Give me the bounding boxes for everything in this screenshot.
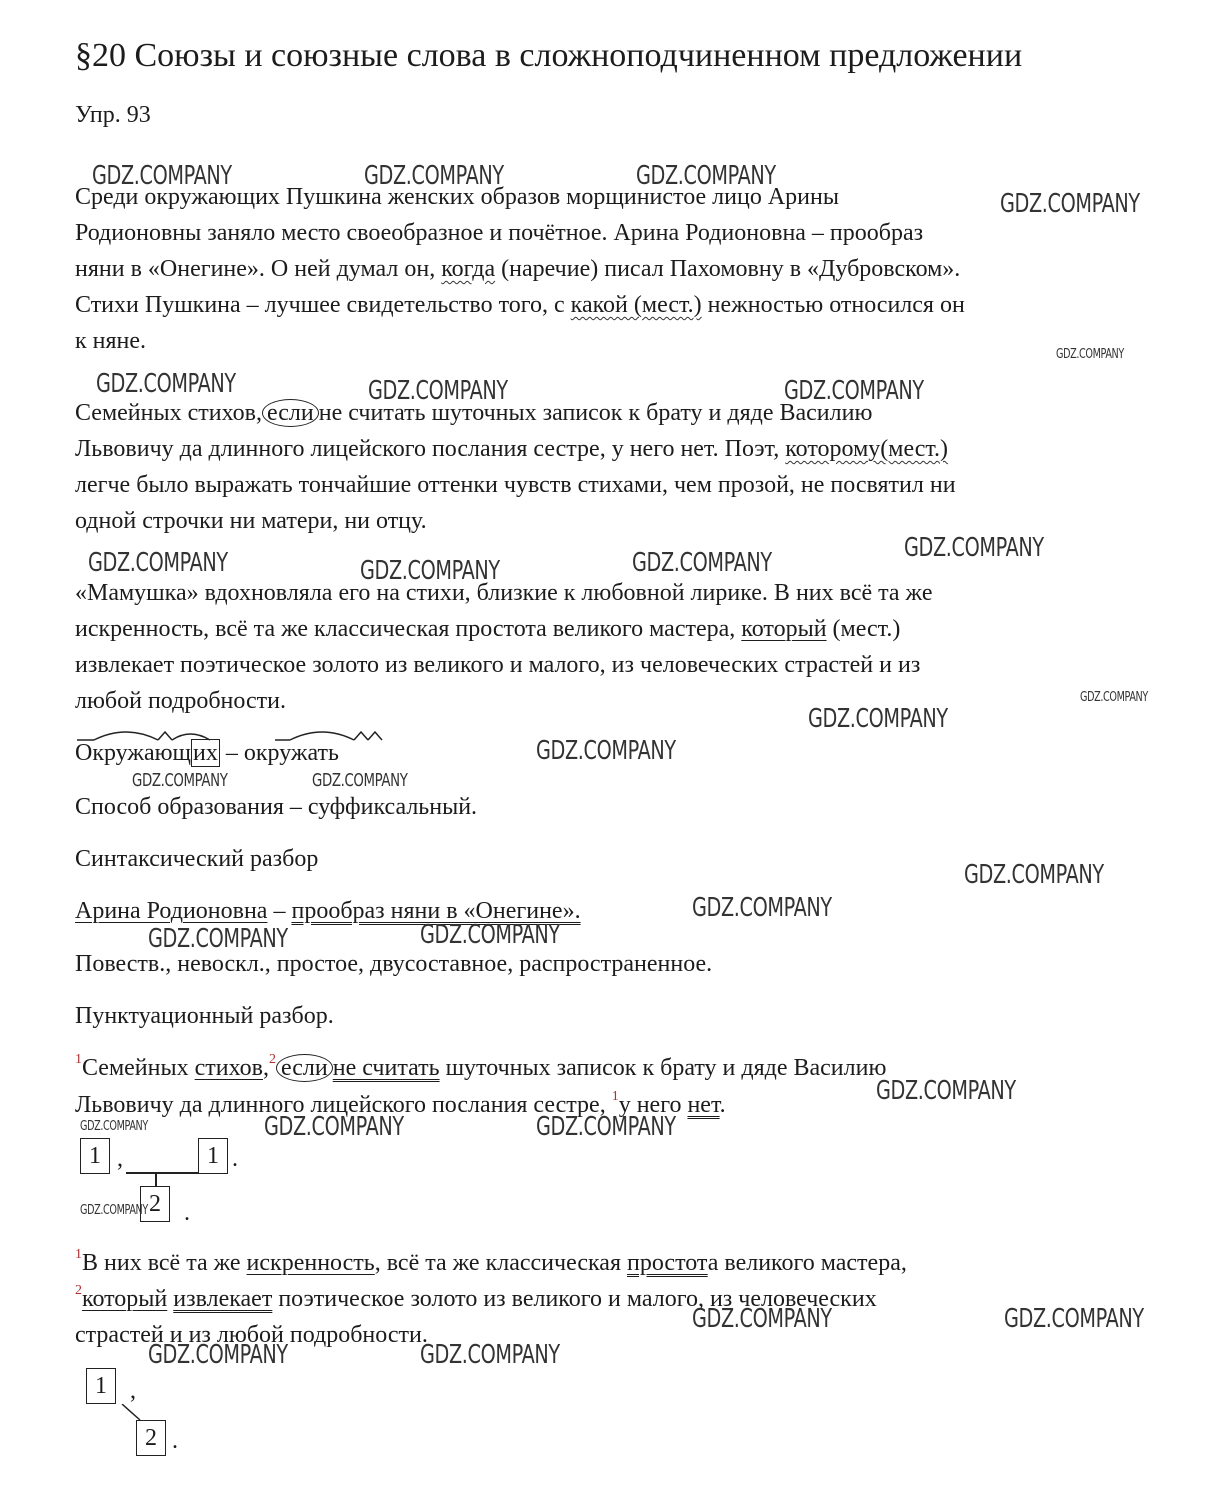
watermark: GDZ.COMPANY bbox=[692, 893, 832, 923]
watermark: GDZ.COMPANY bbox=[636, 161, 776, 191]
ending-box: их bbox=[193, 740, 218, 766]
suffix-mark-4 bbox=[368, 732, 382, 740]
subject: Арина Родионовна bbox=[75, 898, 268, 924]
watermark: GDZ.COMPANY bbox=[876, 1076, 1016, 1106]
watermark: GDZ.COMPANY bbox=[368, 376, 508, 406]
para2-line3: легче было выражать тончайшие оттенки чувств стихами, чем прозой, не посвятил ни bbox=[75, 472, 956, 498]
exercise-number: Упр. 93 bbox=[75, 102, 151, 128]
para1-line1: Среди окружающих Пушкина женских образов морщинистое лицо Арины bbox=[75, 184, 839, 210]
watermark: GDZ.COMPANY bbox=[88, 548, 228, 578]
watermark: GDZ.COMPANY bbox=[808, 704, 948, 734]
watermark: GDZ.COMPANY bbox=[904, 533, 1044, 563]
punct-s2-line3: страстей и из любой подробности. bbox=[75, 1322, 428, 1348]
conj-word-kotoromu: которому(мест.) bbox=[785, 436, 949, 462]
para3-line1: «Мамушка» вдохновляла его на стихи, близкие к любовной лирике. В них всё та же bbox=[75, 580, 933, 606]
para1-line4: Стихи Пушкина – лучшее свидетельство того, с какой (мест.) нежностью относился он bbox=[75, 292, 965, 318]
predicate: прообраз няни в «Онегине». bbox=[291, 898, 581, 924]
watermark-small: GDZ.COMPANY bbox=[80, 1119, 148, 1134]
morph-words: Окружающих – окружать bbox=[75, 740, 339, 766]
schema2-box-main: 1 bbox=[86, 1368, 116, 1404]
schema1-connector-h bbox=[126, 1172, 198, 1174]
para2-line1: Семейных стихов, если не считать шуточных записок к брату и дяде Василию bbox=[75, 400, 873, 426]
watermark: GDZ.COMPANY bbox=[420, 920, 560, 950]
watermark: GDZ.COMPANY bbox=[964, 860, 1104, 890]
punct-s1-line2: Львовичу да длинного лицейского послания сестре, $^1$у него нет. bbox=[75, 1089, 726, 1118]
schema1-box-sub: 2 bbox=[140, 1186, 170, 1222]
schema1-box-main-a: 1 bbox=[80, 1138, 110, 1174]
watermark: GDZ.COMPANY bbox=[1000, 189, 1140, 219]
schema1-comma: , bbox=[117, 1146, 123, 1172]
para3-line3: извлекает поэтическое золото из великого и малого, из человеческих страстей и из bbox=[75, 652, 921, 678]
watermark: GDZ.COMPANY bbox=[420, 1340, 560, 1370]
watermark-small: GDZ.COMPANY bbox=[1056, 347, 1124, 362]
watermark: GDZ.COMPANY bbox=[312, 770, 408, 791]
watermark: GDZ.COMPANY bbox=[132, 770, 228, 791]
schema2-dot: . bbox=[172, 1428, 178, 1454]
schema1-dot: . bbox=[232, 1146, 238, 1172]
suffix-mark-3 bbox=[354, 732, 368, 740]
watermark: GDZ.COMPANY bbox=[536, 1112, 676, 1142]
synt-sentence: Арина Родионовна – прообраз няни в «Онегине». bbox=[75, 898, 581, 924]
synt-description: Повеств., невоскл., простое, двусоставное, распространенное. bbox=[75, 951, 713, 977]
para1-line3: няни в «Онегине». О ней думал он, когда (наречие) писал Пахомовну в «Дубровском». bbox=[75, 256, 961, 282]
punct-s1-line1: $^1$Семейных стихов,$^2$ если не считать шуточных записок к брату и дяде Василию bbox=[75, 1052, 887, 1081]
schema2-box-sub: 2 bbox=[136, 1420, 166, 1456]
conj-word-kotoryy: который bbox=[741, 616, 827, 642]
watermark: GDZ.COMPANY bbox=[92, 161, 232, 191]
watermark-small: GDZ.COMPANY bbox=[80, 1203, 148, 1218]
watermark: GDZ.COMPANY bbox=[148, 924, 288, 954]
para3-line2: искренность, всё та же классическая простота великого мастера, который (мест.) bbox=[75, 616, 901, 642]
watermark: GDZ.COMPANY bbox=[264, 1112, 404, 1142]
punct-s2-line1: $^1$В них всё та же искренность, всё та же классическая простота великого мастера, bbox=[75, 1247, 907, 1276]
watermark: GDZ.COMPANY bbox=[692, 1304, 832, 1334]
conj-esli-circled: если bbox=[262, 399, 319, 427]
para3-line4: любой подробности. bbox=[75, 688, 286, 714]
watermark-small: GDZ.COMPANY bbox=[1080, 690, 1148, 705]
watermark: GDZ.COMPANY bbox=[148, 1340, 288, 1370]
watermark: GDZ.COMPANY bbox=[96, 369, 236, 399]
watermark: GDZ.COMPANY bbox=[784, 376, 924, 406]
watermark: GDZ.COMPANY bbox=[632, 548, 772, 578]
schema1-connector-v bbox=[155, 1172, 157, 1186]
conj-word-kogda: когда bbox=[441, 256, 496, 282]
watermark: GDZ.COMPANY bbox=[360, 556, 500, 586]
punct-heading: Пунктуационный разбор. bbox=[75, 1003, 334, 1029]
schema2-comma: , bbox=[130, 1378, 136, 1404]
formation-method: Способ образования – суффиксальный. bbox=[75, 794, 478, 820]
schema1-dot-2: . bbox=[184, 1200, 190, 1226]
page-title: §20 Союзы и союзные слова в сложноподчиненном предложении bbox=[75, 37, 1023, 74]
para1-line2: Родионовны заняло место своеобразное и почётное. Арина Родионовна – прообраз bbox=[75, 220, 924, 246]
schema1-box-main-b: 1 bbox=[198, 1138, 228, 1174]
synt-heading: Синтаксический разбор bbox=[75, 846, 319, 872]
punct-s2-line2: $^2$который извлекает поэтическое золото из великого и малого, из человеческих bbox=[75, 1283, 877, 1312]
watermark: GDZ.COMPANY bbox=[1004, 1304, 1144, 1334]
para1-line5: к няне. bbox=[75, 328, 147, 354]
para2-line4: одной строчки ни матери, ни отцу. bbox=[75, 508, 427, 534]
watermark: GDZ.COMPANY bbox=[536, 736, 676, 766]
conj-esli-circled-2: если bbox=[276, 1054, 333, 1082]
conj-word-kakoy: какой (мест.) bbox=[570, 292, 702, 318]
watermark: GDZ.COMPANY bbox=[364, 161, 504, 191]
para2-line2: Львовичу да длинного лицейского послания сестре, у него нет. Поэт, которому(мест.) bbox=[75, 436, 949, 462]
